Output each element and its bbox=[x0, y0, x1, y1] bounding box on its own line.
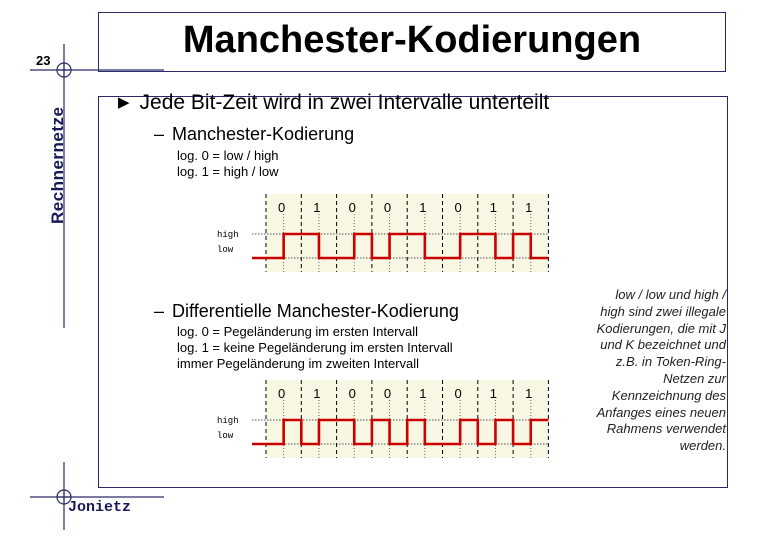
manchester-bit-label: 1 bbox=[419, 200, 427, 215]
section1-rule-1: log. 1 = high / low bbox=[177, 164, 279, 179]
bullet-text: Jede Bit-Zeit wird in zwei Intervalle unterteilt bbox=[139, 91, 550, 114]
differential-manchester-diagram bbox=[214, 378, 554, 462]
diff-manchester-bit-label: 1 bbox=[489, 386, 498, 401]
page-title: Manchester-Kodierungen bbox=[182, 19, 642, 61]
manchester-bit-label: 1 bbox=[525, 200, 533, 215]
triangle-bullet-icon: ▶ bbox=[118, 94, 130, 111]
section1-rule-0: log. 0 = low / high bbox=[177, 148, 279, 163]
diff-manchester-bit-label: 0 bbox=[454, 386, 462, 401]
section1-heading-text: Manchester-Kodierung bbox=[172, 124, 355, 144]
diff-manchester-bit-label: 0 bbox=[278, 386, 286, 401]
page-number: 23 bbox=[36, 53, 51, 68]
section1-rules bbox=[177, 148, 279, 180]
section2-rule-0: log. 0 = Pegeländerung im ersten Intervall bbox=[177, 324, 419, 339]
diff-manchester-bit-label: 0 bbox=[383, 386, 392, 401]
manchester-diagram bbox=[214, 192, 554, 276]
sidebar-label: Rechnernetze bbox=[48, 106, 67, 224]
manchester-bit-label: 0 bbox=[383, 200, 392, 215]
manchester-low-label: low bbox=[217, 245, 234, 255]
section2-heading bbox=[154, 301, 459, 322]
diff-manchester-low-label: low bbox=[217, 431, 234, 441]
bullet-item bbox=[118, 91, 549, 115]
dash-icon: – bbox=[154, 301, 165, 321]
diff-manchester-high-label: high bbox=[217, 416, 239, 426]
section2-rule-2: immer Pegeländerung im zweiten Intervall bbox=[177, 356, 420, 371]
section2-rules bbox=[177, 324, 453, 372]
manchester-bit-label: 0 bbox=[454, 200, 462, 215]
manchester-high-label: high bbox=[217, 230, 239, 240]
side-note: low / low und high / high sind zwei illegale Kodierungen, die mit J und K bezeichnet und z.B. in Token-Ring-Netzen zur Kennzeichnung des Anfanges eines neuen Rahmens verwendet werden. bbox=[596, 287, 726, 454]
section1-heading bbox=[154, 124, 354, 145]
diff-manchester-bit-label: 1 bbox=[419, 386, 427, 401]
section2-rule-1: log. 1 = keine Pegeländerung im ersten Intervall bbox=[177, 340, 453, 355]
section2-heading-text: Differentielle Manchester-Kodierung bbox=[172, 301, 459, 321]
manchester-bit-label: 1 bbox=[489, 200, 498, 215]
manchester-bit-label: 0 bbox=[348, 200, 356, 215]
dash-icon: – bbox=[154, 124, 165, 144]
diff-manchester-bit-label: 0 bbox=[348, 386, 356, 401]
diff-manchester-bit-label: 1 bbox=[525, 386, 533, 401]
diff-manchester-bit-label: 1 bbox=[313, 386, 321, 401]
manchester-bit-label: 0 bbox=[278, 200, 286, 215]
author-label: Jonietz bbox=[68, 499, 132, 516]
manchester-bit-label: 1 bbox=[313, 200, 321, 215]
